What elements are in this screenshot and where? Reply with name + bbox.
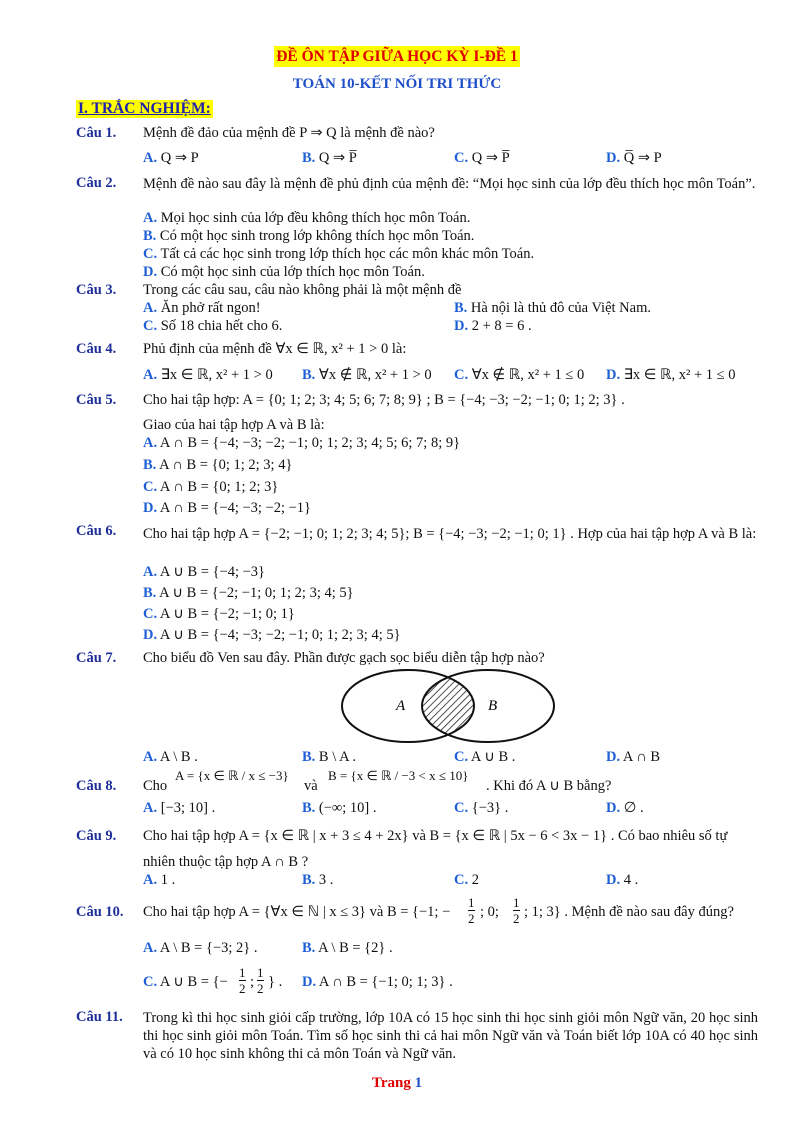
option-b: B. A \ B = {2} . (302, 940, 393, 956)
option-letter: C. (454, 749, 469, 765)
footer-label: Trang (371, 1075, 411, 1091)
question-number: Câu 1. (76, 125, 117, 141)
option-a: A. Ăn phở rất ngon! (143, 300, 261, 316)
option-c: C. A ∪ B = {− (143, 974, 228, 990)
option-letter: B. (143, 228, 157, 244)
option-letter: A. (143, 300, 158, 316)
option-d: D. A ∩ B (606, 749, 660, 765)
question-text: Cho hai tập hợp A = {−2; −1; 0; 1; 2; 3; 4; 5}; B = {−4; −3; −2; −1; 0; 1} . Hợp của hai tập hợp A và B là: (143, 526, 757, 542)
question-number: Câu 2. (76, 175, 117, 191)
question-text-lead: Cho (143, 778, 168, 794)
question-subtext: nhiên thuộc tập hợp A ∩ B ? (143, 854, 309, 870)
option-c: C. Tất cả các học sinh trong lớp thích học các môn khác môn Toán. (143, 246, 535, 262)
question-text: Cho hai tập hợp A = {x ∈ ℝ | x + 3 ≤ 4 + 2x} và B = {x ∈ ℝ | 5x − 6 < 3x − 1} . Có bao nhiêu số tự (143, 828, 728, 844)
option-c: C. Q ⇒ P̅ (454, 150, 510, 166)
question-number: Câu 10. (76, 904, 124, 920)
option-d: D. Q̅ ⇒ P (606, 150, 662, 166)
option-d: D. A ∩ B = {−4; −3; −2; −1} (143, 500, 312, 516)
option-letter: B. (302, 872, 316, 888)
option-letter: C. (143, 479, 158, 495)
question-number: Câu 5. (76, 392, 117, 408)
option-d: D. A ∩ B = {−1; 0; 1; 3} . (302, 974, 453, 990)
fraction-denominator: 2 (468, 911, 475, 926)
option-b: B. B \ A . (302, 749, 356, 765)
option-b: B. ∀x ∉ ℝ, x² + 1 > 0 (302, 367, 432, 383)
option-d: D. A ∪ B = {−4; −3; −2; −1; 0; 1; 2; 3; 4; 5} (143, 627, 401, 643)
option-letter: D. (606, 150, 621, 166)
option-c: C. ∀x ∉ ℝ, x² + 1 ≤ 0 (454, 367, 585, 383)
option-a: A. A \ B = {−3; 2} . (143, 940, 258, 956)
option-letter: B. (302, 749, 316, 765)
option-b: B. A ∪ B = {−2; −1; 0; 1; 2; 3; 4; 5} (143, 585, 354, 601)
fraction-numerator: 1 (513, 895, 520, 910)
option-letter: A. (143, 564, 158, 580)
question-text: Mệnh đề đảo của mệnh đề P ⇒ Q là mệnh đề nào? (143, 125, 435, 141)
question-number: Câu 9. (76, 828, 117, 844)
question-text: Trong các câu sau, câu nào không phải là một mệnh đề (143, 282, 462, 298)
question-number: Câu 7. (76, 650, 117, 666)
fraction-half (239, 965, 246, 996)
option-letter: C. (454, 800, 469, 816)
option-letter: C. (454, 872, 469, 888)
question-number: Câu 4. (76, 341, 117, 357)
option-c: C. A ∪ B . (454, 749, 516, 765)
option-letter: A. (143, 367, 158, 383)
question-text-tail: . Khi đó A ∪ B bằng? (486, 778, 612, 794)
fraction-numerator: 1 (257, 965, 264, 980)
question-subtext: Giao của hai tập hợp A và B là: (143, 417, 325, 433)
option-letter: C. (143, 974, 158, 990)
option-b: B. 3 . (302, 872, 334, 888)
option-letter: A. (143, 940, 158, 956)
doc-subtitle: TOÁN 10-KẾT NỐI TRI THỨC (292, 76, 502, 92)
option-letter: C. (454, 367, 469, 383)
option-c: C. Số 18 chia hết cho 6. (143, 318, 283, 334)
option-letter: D. (606, 749, 621, 765)
option-c-tail: } . (268, 974, 283, 990)
question-text-and: và (304, 778, 318, 794)
option-letter: D. (454, 318, 469, 334)
question-text-mid: ; 0; (480, 904, 499, 920)
fraction-numerator: 1 (468, 895, 475, 910)
option-letter: A. (143, 150, 158, 166)
question-text-tail: ; 1; 3} . Mệnh đề nào sau đây đúng? (524, 904, 734, 920)
option-c: C. A ∪ B = {−2; −1; 0; 1} (143, 606, 295, 622)
option-letter: C. (454, 150, 469, 166)
option-letter: A. (143, 800, 158, 816)
fraction-denominator: 2 (513, 911, 520, 926)
fraction-half (468, 895, 475, 926)
option-letter: D. (302, 974, 317, 990)
option-a: A. Q ⇒ P (143, 150, 199, 166)
question-text: Trong kì thi học sinh giỏi cấp trường, lớp 10A có 15 học sinh thi học sinh giỏi môn Ngữ văn, 20 học sinh thi học sinh giỏi môn Toán. Tìm số học sinh thi cả hai môn Ngữ văn và Toán biết lớp 10A có 40 học sinh và có 10 học sinh không thi cả môn Toán và Ngữ văn. (143, 1010, 758, 1062)
option-a: A. A ∪ B = {−4; −3} (143, 564, 265, 580)
question-number: Câu 6. (76, 523, 117, 539)
option-a: A. [−3; 10] . (143, 800, 216, 816)
option-letter: C. (143, 606, 158, 622)
option-a: A. ∃x ∈ ℝ, x² + 1 > 0 (143, 367, 273, 383)
fraction-denominator: 2 (239, 981, 246, 996)
option-letter: B. (302, 367, 316, 383)
fraction-half (513, 895, 520, 926)
option-c: C. 2 (454, 872, 479, 888)
question-text: Cho biểu đồ Ven sau đây. Phần được gạch sọc biểu diễn tập hợp nào? (143, 650, 545, 666)
question-number: Câu 11. (76, 1009, 123, 1025)
fraction-half (257, 965, 264, 996)
option-b: B. Q ⇒ P̅ (302, 150, 357, 166)
option-letter: D. (143, 264, 158, 280)
option-c: C. A ∩ B = {0; 1; 2; 3} (143, 479, 279, 495)
option-letter: B. (302, 940, 316, 956)
set-b-label: B (488, 698, 498, 714)
option-b: B. Có một học sinh trong lớp không thích học môn Toán. (143, 228, 475, 244)
option-letter: A. (143, 872, 158, 888)
section-heading: I. TRẮC NGHIỆM: (78, 100, 211, 117)
option-a: A. A \ B . (143, 749, 198, 765)
question-text: Mệnh đề nào sau đây là mệnh đề phủ định của mệnh đề: “Mọi học sinh của lớp đều thích học môn Toán”. (143, 176, 756, 192)
option-a: A. Mọi học sinh của lớp đều không thích học môn Toán. (143, 210, 471, 226)
set-a-label: A (396, 698, 406, 714)
set-a-definition: A = {x ∈ ℝ / x ≤ −3} (175, 768, 289, 783)
question-number: Câu 8. (76, 778, 117, 794)
option-letter: B. (143, 457, 157, 473)
option-letter: D. (143, 627, 158, 643)
set-b-definition: B = {x ∈ ℝ / −3 < x ≤ 10} (328, 768, 469, 783)
option-letter: D. (143, 500, 158, 516)
option-d: D. 2 + 8 = 6 . (454, 318, 532, 334)
option-letter: D. (606, 800, 621, 816)
option-d: D. Có một học sinh của lớp thích học môn Toán. (143, 264, 425, 280)
question-number: Câu 3. (76, 282, 117, 298)
option-letter: C. (143, 318, 158, 334)
option-b: B. (−∞; 10] . (302, 800, 377, 816)
option-c-separator: ; (250, 974, 255, 990)
doc-title: ĐỀ ÔN TẬP GIỮA HỌC KỲ I-ĐỀ 1 (276, 48, 518, 65)
option-a: A. 1 . (143, 872, 176, 888)
option-c: C. {−3} . (454, 800, 509, 816)
question-text: Cho hai tập hợp: A = {0; 1; 2; 3; 4; 5; 6; 7; 8; 9} ; B = {−4; −3; −2; −1; 0; 1; 2; 3} . (143, 392, 625, 408)
option-letter: C. (143, 246, 158, 262)
option-letter: B. (302, 800, 316, 816)
option-letter: B. (454, 300, 468, 316)
option-b: B. Hà nội là thủ đô của Việt Nam. (454, 300, 651, 316)
question-text-lead: Cho hai tập hợp A = {∀x ∈ ℕ | x ≤ 3} và B = {−1; − (143, 904, 451, 920)
option-letter: D. (606, 367, 621, 383)
option-a: A. A ∩ B = {−4; −3; −2; −1; 0; 1; 2; 3; 4; 5; 6; 7; 8; 9} (143, 435, 461, 451)
question-text: Phủ định của mệnh đề ∀x ∈ ℝ, x² + 1 > 0 là: (143, 341, 407, 357)
page-footer (0, 1075, 794, 1092)
option-letter: A. (143, 749, 158, 765)
fraction-numerator: 1 (239, 965, 246, 980)
option-d: D. ∃x ∈ ℝ, x² + 1 ≤ 0 (606, 367, 736, 383)
fraction-denominator: 2 (257, 981, 264, 996)
option-d: D. 4 . (606, 872, 639, 888)
page-number: 1 (414, 1075, 423, 1091)
option-letter: A. (143, 435, 158, 451)
option-b: B. A ∩ B = {0; 1; 2; 3; 4} (143, 457, 293, 473)
option-d: D. ∅ . (606, 800, 644, 816)
option-letter: B. (143, 585, 157, 601)
option-letter: A. (143, 210, 158, 226)
venn-diagram (340, 668, 556, 744)
option-letter: B. (302, 150, 316, 166)
option-letter: D. (606, 872, 621, 888)
